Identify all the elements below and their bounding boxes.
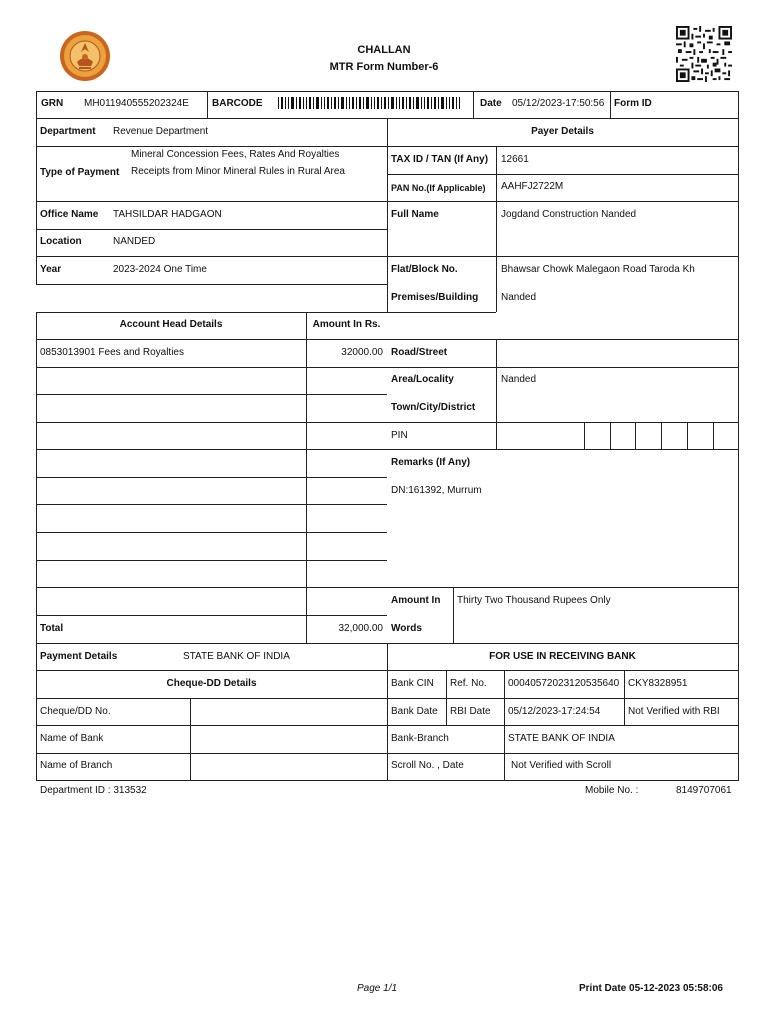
grn-value: MH011940555202324E bbox=[84, 98, 189, 109]
office-name-value: TAHSILDAR HADGAON bbox=[113, 209, 222, 220]
year-label: Year bbox=[40, 264, 62, 275]
area-locality-label: Area/Locality bbox=[391, 374, 454, 385]
qr-code-icon bbox=[676, 26, 732, 82]
bank-cin-value: 00040572023120535640 bbox=[508, 678, 620, 689]
amount-heading: Amount In Rs. bbox=[312, 319, 381, 330]
name-of-branch-label: Name of Branch bbox=[40, 760, 113, 771]
bank-cin-label: Bank CIN bbox=[391, 678, 434, 689]
type-of-payment-label: Type of Payment bbox=[40, 167, 120, 178]
rbi-date-value: Not Verified with RBI bbox=[628, 706, 720, 717]
payment-details-value: STATE BANK OF INDIA bbox=[183, 651, 290, 662]
amount-in-words-value: Thirty Two Thousand Rupees Only bbox=[457, 595, 611, 606]
name-of-bank-label: Name of Bank bbox=[40, 733, 104, 744]
amount-in-label: Amount In bbox=[391, 595, 441, 606]
remarks-value: DN:161392, Murrum bbox=[391, 485, 482, 496]
location-label: Location bbox=[40, 236, 82, 247]
full-name-label: Full Name bbox=[391, 209, 439, 220]
mobile-label: Mobile No. : bbox=[585, 785, 639, 796]
cheque-dd-no-label: Cheque/DD No. bbox=[40, 706, 111, 717]
ref-no-label: Ref. No. bbox=[450, 678, 487, 689]
account-head-heading: Account Head Details bbox=[119, 319, 223, 330]
type-of-payment-line1: Mineral Concession Fees, Rates And Royalties bbox=[131, 149, 340, 160]
premises-label: Premises/Building bbox=[391, 292, 479, 303]
rbi-date-label: RBI Date bbox=[450, 706, 491, 717]
full-name-value: Jogdand Construction Nanded bbox=[501, 209, 637, 220]
payment-details-label: Payment Details bbox=[40, 651, 118, 662]
challan-title: CHALLAN bbox=[357, 44, 411, 56]
tax-id-label: TAX ID / TAN (If Any) bbox=[391, 154, 489, 165]
mobile-value: 8149707061 bbox=[676, 785, 732, 796]
scroll-no-label: Scroll No. , Date bbox=[391, 760, 464, 771]
words-label: Words bbox=[391, 623, 422, 634]
print-date: Print Date 05-12-2023 05:58:06 bbox=[579, 983, 723, 994]
premises-value: Nanded bbox=[501, 292, 537, 303]
type-of-payment-line2: Receipts from Minor Mineral Rules in Rural Area bbox=[131, 166, 345, 177]
remarks-label: Remarks (If Any) bbox=[391, 457, 471, 468]
department-value: Revenue Department bbox=[113, 126, 209, 137]
year-value: 2023-2024 One Time bbox=[113, 264, 207, 275]
government-seal-icon bbox=[59, 30, 111, 82]
date-label: Date bbox=[480, 98, 502, 109]
pin-label: PIN bbox=[391, 430, 408, 441]
date-value: 05/12/2023-17:50:56 bbox=[512, 98, 605, 109]
location-value: NANDED bbox=[113, 236, 156, 247]
department-label: Department bbox=[40, 126, 96, 137]
page-number: Page 1/1 bbox=[357, 983, 398, 994]
office-name-label: Office Name bbox=[40, 209, 99, 220]
bank-date-label: Bank Date bbox=[391, 706, 438, 717]
area-locality-value: Nanded bbox=[501, 374, 537, 385]
cheque-dd-heading: Cheque-DD Details bbox=[166, 678, 257, 689]
barcode-icon bbox=[278, 97, 460, 109]
bank-branch-value: STATE BANK OF INDIA bbox=[508, 733, 615, 744]
tax-id-value: 12661 bbox=[501, 154, 529, 165]
pan-value: AAHFJ2722M bbox=[501, 181, 564, 192]
department-id: Department ID : 313532 bbox=[40, 785, 147, 796]
town-city-label: Town/City/District bbox=[391, 402, 476, 413]
flat-block-value: Bhawsar Chowk Malegaon Road Taroda Kh bbox=[501, 264, 695, 275]
payer-details-heading: Payer Details bbox=[531, 126, 594, 137]
grn-label: GRN bbox=[41, 98, 64, 109]
total-value: 32,000.00 bbox=[338, 623, 383, 634]
road-street-label: Road/Street bbox=[391, 347, 448, 358]
scroll-no-value: Not Verified with Scroll bbox=[511, 760, 612, 771]
pan-label: PAN No.(If Applicable) bbox=[391, 183, 486, 193]
ref-no-value: CKY8328951 bbox=[628, 678, 688, 689]
flat-block-label: Flat/Block No. bbox=[391, 264, 458, 275]
total-label: Total bbox=[40, 623, 64, 634]
account-row-head: 0853013901 Fees and Royalties bbox=[40, 347, 184, 358]
barcode-label: BARCODE bbox=[212, 98, 263, 109]
receiving-bank-heading: FOR USE IN RECEIVING BANK bbox=[489, 651, 636, 662]
account-row-amount: 32000.00 bbox=[341, 347, 383, 358]
bank-branch-label: Bank-Branch bbox=[391, 733, 449, 744]
bank-date-value: 05/12/2023-17:24:54 bbox=[508, 706, 601, 717]
form-id-label: Form ID bbox=[614, 98, 652, 109]
form-number: MTR Form Number-6 bbox=[329, 61, 439, 73]
